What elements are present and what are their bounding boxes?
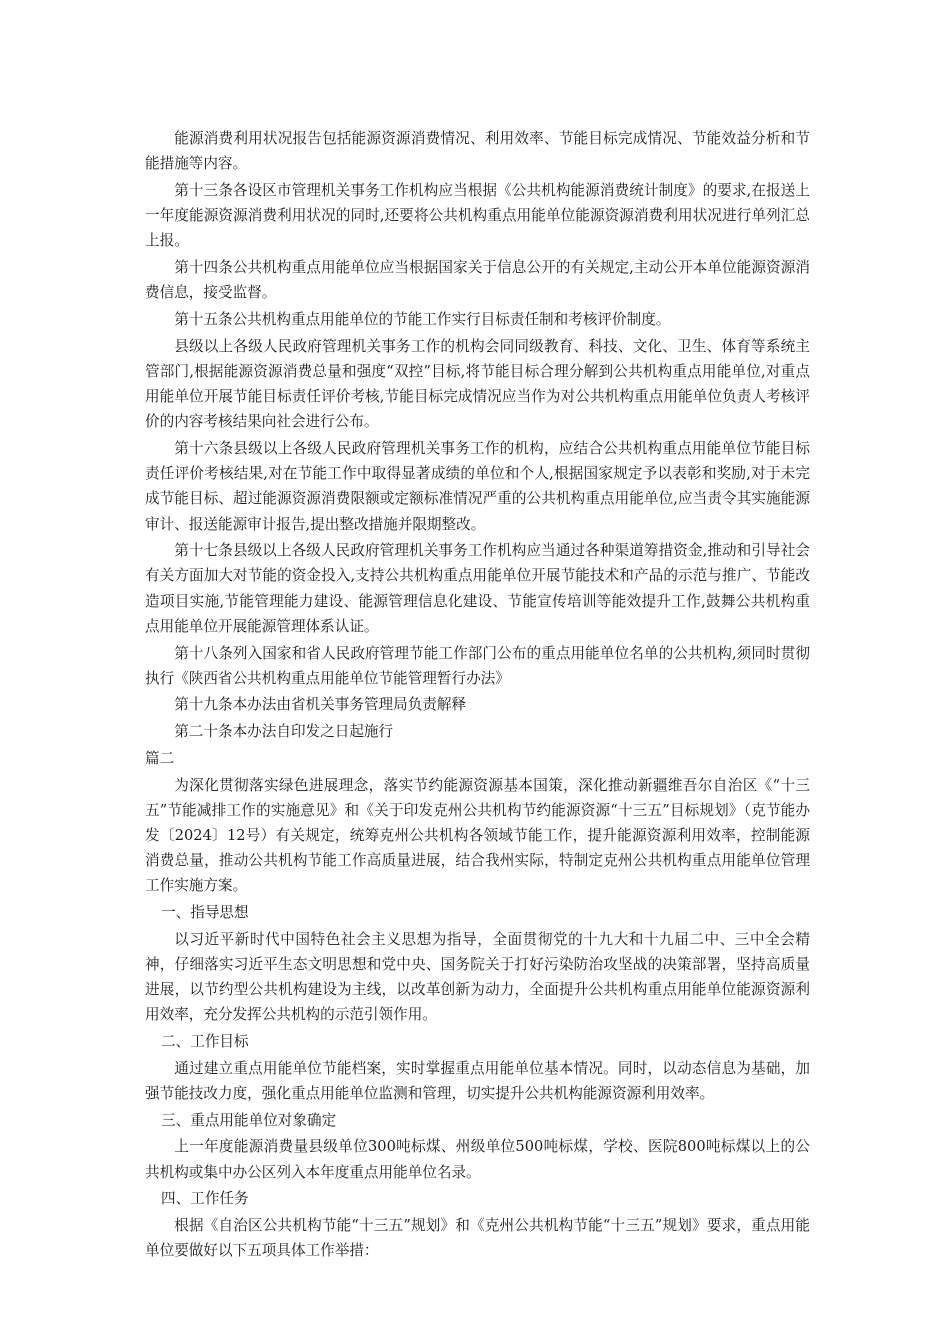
article-18: 第十八条列入国家和省人民政府管理节能工作部门公布的重点用能单位名单的公共机构,须同时贯彻执行《陕西省公共机构重点用能单位节能管理暂行办法》: [145, 644, 810, 687]
paragraph-energy-report: 能源消费利用状况报告包括能源资源消费情况、利用效率、节能目标完成情况、节能效益分析和节能措施等内容。: [145, 130, 810, 173]
article-17: 第十七条县级以上各级人民政府管理机关事务工作机构应当通过各种渠道筹措资金,推动和引导社会有关方面加大对节能的资金投入,支持公共机构重点用能单位开展节能技术和产品的示范与推广、节能改造项目实施,节能管理能力建设、能源管理信息化建设、节能宣传培训等能效提升工作,鼓舞公共机构重点用能单位开展能源管理体系认证。: [145, 542, 810, 635]
article-15-detail: 县级以上各级人民政府管理机关事务工作的机构会同同级教育、科技、文化、卫生、体育等系统主管部门,根据能源资源消费总量和强度“双控”目标,将节能目标合理分解到公共机构重点用能单位,对重点用能单位开展节能目标责任评价考核,节能目标完成情况应当作为对公共机构重点用能单位负责人考核评价的内容考核结果向社会进行公布。: [145, 337, 810, 431]
section-work-tasks: 根据《自治区公共机构节能“十三五”规划》和《克州公共机构节能“十三五”规划》要求，重点用能单位要做好以下五项具体工作举措：: [145, 1217, 810, 1260]
article-16: 第十六条县级以上各级人民政府管理机关事务工作的机构，应结合公共机构重点用能单位节能目标责任评价考核结果,对在节能工作中取得显著成绩的单位和个人,根据国家规定予以表彰和奖励,对于未完成节能目标、超过能源资源消费限额或定额标准情况严重的公共机构重点用能单位,应当责令其实施能源审计、报送能源审计报告,提出整改措施并限期整改。: [145, 439, 810, 533]
article-13: 第十三条各设区市管理机关事务工作机构应当根据《公共机构能源消费统计制度》的要求,在报送上一年度能源资源消费利用状况的同时,还要将公共机构重点用能单位能源资源消费利用状况进行单列汇总上报。: [145, 181, 810, 250]
document-body: [145, 126, 810, 1265]
section-target-units: 上一年度能源消费量县级单位300吨标煤、州级单位500吨标煤，学校、医院800吨标煤以上的公共机构或集中办公区列入本年度重点用能单位名录。: [145, 1138, 810, 1181]
part2-heading: 篇二: [145, 749, 175, 767]
part2-intro: 为深化贯彻落实绿色进展理念，落实节约能源资源基本国策，深化推动新疆维吾尔自治区《“十三五”节能减排工作的实施意见》和《关于印发克州公共机构节约能源资源“十三五”目标规划》（克节能办发〔2024〕12号）有关规定，统筹克州公共机构各领域节能工作，提升能源资源利用效率，控制能源消费总量，推动公共机构节能工作高质量进展，结合我州实际，特制定克州公共机构重点用能单位管理工作实施方案。: [145, 776, 810, 895]
section-heading-target-units: 三、重点用能单位对象确定: [161, 1111, 337, 1129]
section-heading-guiding-ideology: 一、指导思想: [161, 904, 249, 922]
section-heading-work-tasks: 四、工作任务: [161, 1190, 249, 1208]
section-work-goals: 通过建立重点用能单位节能档案，实时掌握重点用能单位基本情况。同时，以动态信息为基础，加强节能技改力度，强化重点用能单位监测和管理，切实提升公共机构能源资源利用效率。: [145, 1059, 810, 1103]
section-heading-work-goals: 二、工作目标: [161, 1033, 249, 1051]
section-guiding-ideology: 以习近平新时代中国特色社会主义思想为指导，全面贯彻党的十九大和十九届二中、三中全会精神，仔细落实习近平生态文明思想和党中央、国务院关于打好污染防治攻坚战的决策部署，坚持高质量进展，以节约型公共机构建设为主线，以改革创新为动力，全面提升公共机构重点用能单位能源资源利用效率，充分发挥公共机构的示范引领作用。: [145, 930, 810, 1024]
article-15: 第十五条公共机构重点用能单位的节能工作实行目标责任制和考核评价制度。: [174, 310, 671, 328]
article-20: 第二十条本办法自印发之日起施行: [174, 723, 394, 741]
article-19: 第十九条本办法由省机关事务管理局负责解释: [174, 696, 467, 714]
article-14: 第十四条公共机构重点用能单位应当根据国家关于信息公开的有关规定,主动公开本单位能源资源消费信息，接受监督。: [145, 259, 810, 302]
